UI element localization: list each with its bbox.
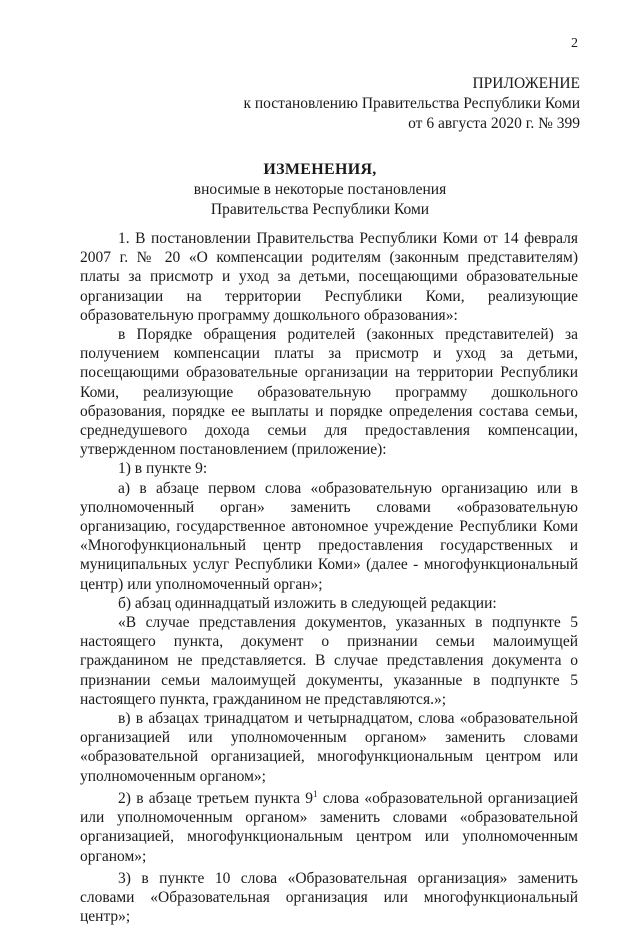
paragraph-9: 3) в пункте 10 слова «Образовательная организация» заменить словами «Образовательная организация или многофункциональный центр»; (80, 869, 578, 926)
document-subtitle-line2: Правительства Республики Коми (210, 201, 430, 218)
appendix-block (243, 74, 580, 134)
paragraph-4: а) в абзаце первом слова «образовательную организацию или в уполномоченный орган» заменить словами «образовательную организацию, государственное автономное учреждение Республики Коми «Многофункциональный центр предоставления государственных и муниципальных услуг Республики Коми» (далее - многофункциональный центр) или уполномоченный орган»; (80, 479, 578, 593)
appendix-date: от 6 августа 2020 г. № 399 (408, 115, 580, 132)
document-body (80, 229, 578, 926)
paragraph-8-end: слова «образовательной организацией или уполномоченным органом» заменить словами «образовательной организацией, многофункциональным центром или уполномоченным органом»; (80, 789, 579, 865)
paragraph-8-superscript: 1 (313, 788, 318, 799)
document-heading (0, 160, 640, 220)
document-title: ИЗМЕНЕНИЯ, (263, 161, 377, 178)
appendix-resolution: к постановлению Правительства Республики Коми (243, 95, 580, 112)
paragraph-2: в Порядке обращения родителей (законных представителей) за получением компенсации платы за присмотр и уход за детьми, посещающими образовательные организации на территории Республики Коми, реализующие образовательную программу дошкольного образования, порядке ее выплаты и порядке определения состава семьи, среднедушевого дохода семьи для предоставления компенсации, утвержденном постановлением (приложение): (80, 326, 578, 459)
paragraph-1: 1. В постановлении Правительства Республики Коми от 14 февраля 2007 г. № 20 «О компенсации родителям (законным представителям) платы за присмотр и уход за детьми, посещающими образовательные организации на территории Республики Коми, реализующие образовательную программу дошкольного образования»: (80, 230, 578, 324)
paragraph-6: «В случае представления документов, указанных в подпункте 5 настоящего пункта, документ о признании семьи малоимущей гражданином не представляется. В случае представления документа о признании семьи малоимущей документы, указанные в подпункте 5 настоящего пункта, гражданином не представляются.»; (80, 614, 578, 708)
paragraph-8-start: 2) в абзаце третьем пункта 9 (118, 789, 313, 807)
paragraph-8 (80, 789, 578, 866)
document-subtitle-line1: вносимые в некоторые постановления (193, 181, 447, 198)
paragraph-3: 1) в пункте 9: (118, 460, 208, 478)
paragraph-7: в) в абзацах тринадцатом и четырнадцатом, слова «образовательной организацией или уполномоченным органом» заменить словами «образовательной организацией, многофункциональным центром или уполномоченным органом»; (80, 710, 578, 785)
page-number: 2 (571, 36, 578, 51)
appendix-title: ПРИЛОЖЕНИЕ (472, 75, 580, 92)
paragraph-5: б) абзац одиннадцатый изложить в следующей редакции: (118, 594, 497, 612)
